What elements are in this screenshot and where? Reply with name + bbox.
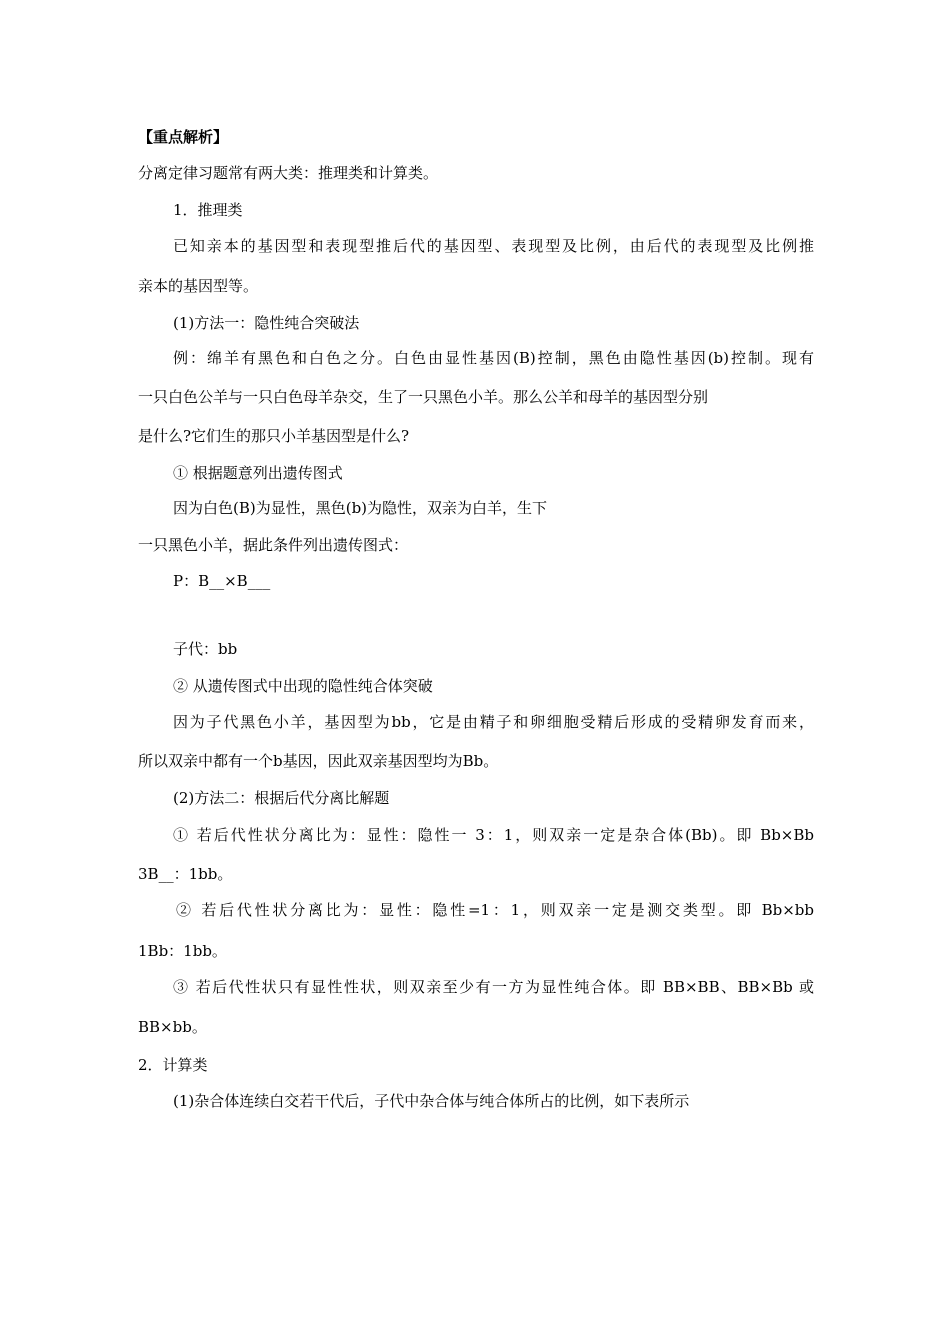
- text-line: ① 根据题意列出遗传图式: [173, 464, 343, 482]
- text-line: 一只白色公羊与一只白色母羊杂交，生了一只黑色小羊。那么公羊和母羊的基因型分别: [138, 388, 709, 406]
- text-line: 亲本的基因型等。: [138, 277, 259, 295]
- text-line: (1)方法一：隐性纯合突破法: [173, 314, 360, 332]
- text-line: (1)杂合体连续白交若干代后，子代中杂合体与纯合体所占的比例，如下表所示: [173, 1092, 690, 1110]
- text-line: 3B__：1bb。: [138, 865, 233, 883]
- text-line: 因为子代黑色小羊，基因型为bb，它是由精子和卵细胞受精后形成的受精卵发育而来，: [173, 713, 814, 731]
- text-line: 因为白色(B)为显性，黑色(b)为隐性，双亲为白羊，生下: [173, 499, 548, 517]
- text-line: 是什么?它们生的那只小羊基因型是什么?: [138, 427, 410, 445]
- genetic-cross-parents: P：B__×B___: [173, 572, 271, 590]
- text-line: ② 从遗传图式中出现的隐性纯合体突破: [173, 677, 433, 695]
- text-line: ③ 若后代性状只有显性性状，则双亲至少有一方为显性纯合体。即 BB×BB、BB×Bb 或: [173, 978, 814, 996]
- text-line: 例：绵羊有黑色和白色之分。白色由显性基因(B)控制，黑色由隐性基因(b)控制。现有: [173, 349, 814, 367]
- text-line: 1．推理类: [173, 201, 243, 219]
- text-line: 所以双亲中都有一个b基因，因此双亲基因型均为Bb。: [138, 752, 499, 770]
- text-line: 1Bb：1bb。: [138, 942, 227, 960]
- text-line: ② 若后代性状分离比为：显性：隐性=1：1，则双亲一定是测交类型。即 Bb×bb: [176, 901, 814, 919]
- genetic-cross-offspring: 子代：bb: [173, 640, 238, 658]
- text-line: 2．计算类: [138, 1056, 208, 1074]
- text-line: 分离定律习题常有两大类：推理类和计算类。: [138, 164, 439, 182]
- text-line: (2)方法二：根据后代分离比解题: [173, 789, 390, 807]
- text-line: 一只黑色小羊，据此条件列出遗传图式：: [138, 536, 409, 554]
- text-line: BB×bb。: [138, 1018, 207, 1036]
- text-line: ① 若后代性状分离比为：显性：隐性一 3：1，则双亲一定是杂合体(Bb)。即 Bb×Bb: [173, 826, 814, 844]
- section-heading: 【重点解析】: [138, 128, 229, 146]
- text-line: 已知亲本的基因型和表现型推后代的基因型、表现型及比例，由后代的表现型及比例推: [173, 237, 814, 255]
